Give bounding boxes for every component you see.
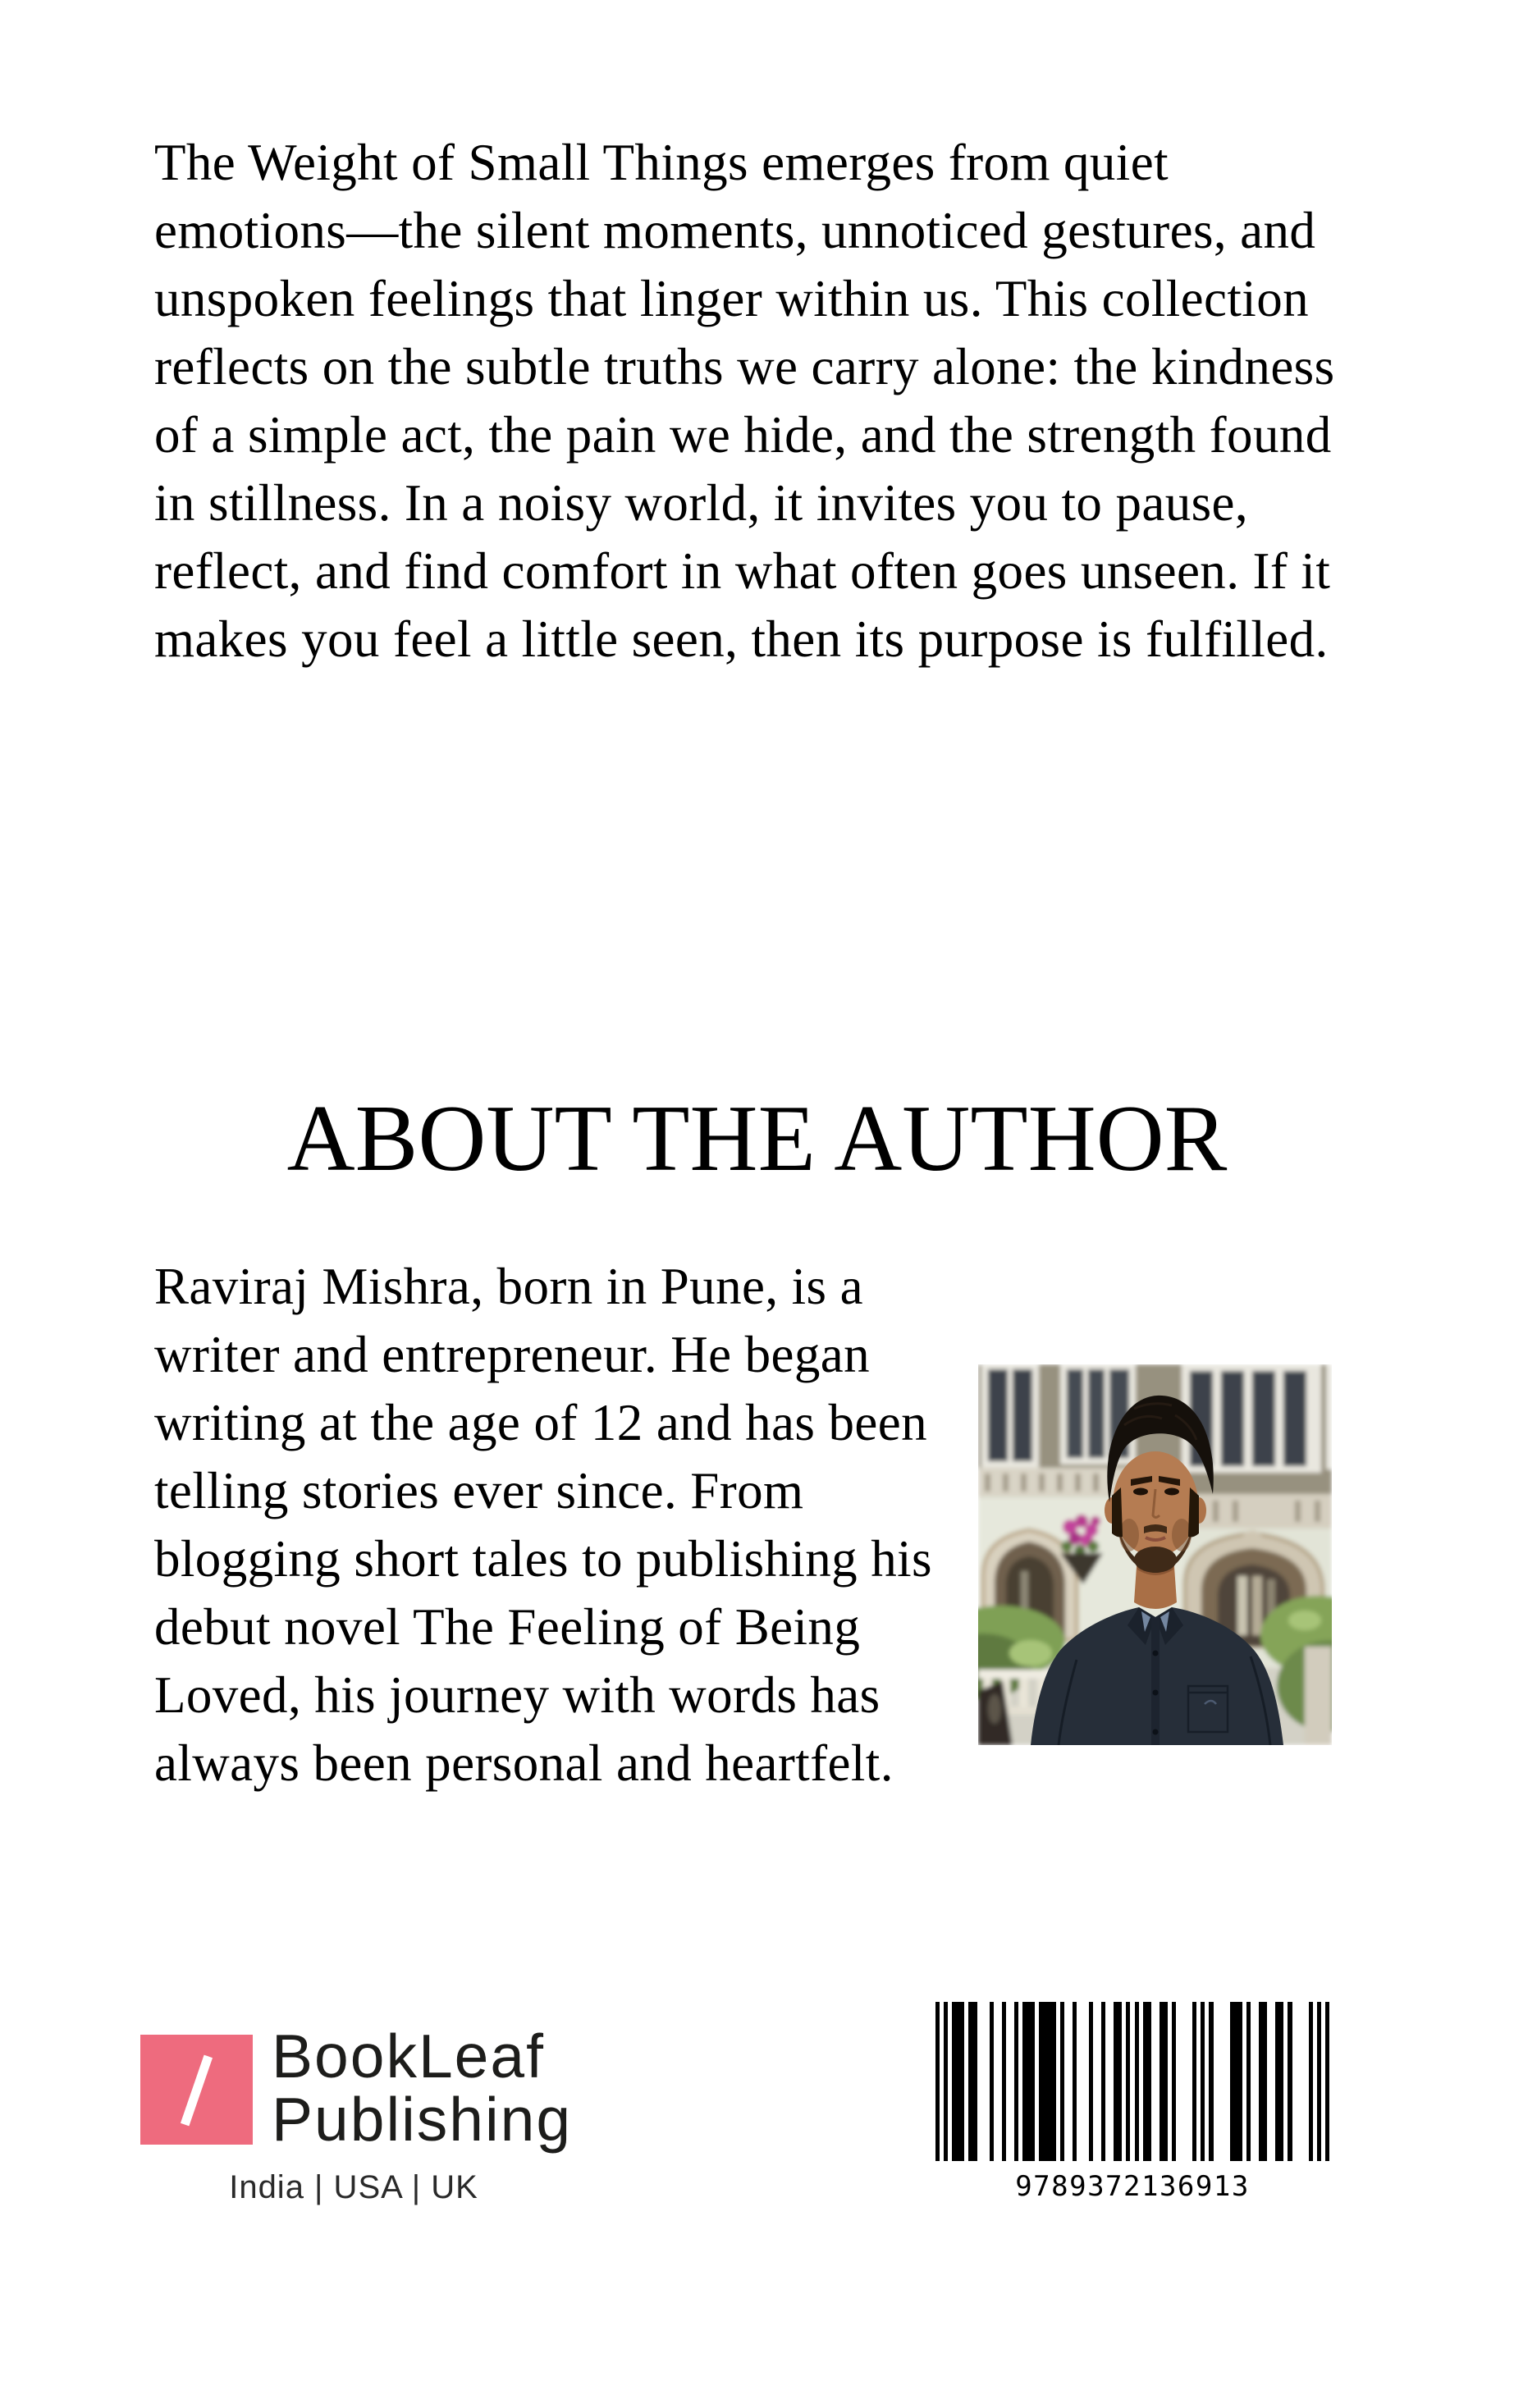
bio-line: writing at the age of 12 and has been: [154, 1394, 927, 1451]
barcode-bar: [990, 2002, 994, 2161]
isbn-barcode: [935, 2002, 1329, 2211]
bio-line: telling stories ever since. From: [154, 1462, 804, 1519]
bio-line: debut novel The Feeling of Being: [154, 1598, 861, 1656]
barcode-bar: [1135, 2002, 1139, 2161]
barcode-bar: [1325, 2002, 1329, 2161]
barcode-bar: [1275, 2002, 1283, 2161]
barcode-bar: [1101, 2002, 1105, 2161]
barcode-bar: [1172, 2002, 1176, 2161]
synopsis-line: of a simple act, the pain we hide, and the strength found: [154, 406, 1332, 464]
synopsis-line: reflects on the subtle truths we carry alone: the kindness: [154, 338, 1335, 395]
barcode-bars: [935, 2002, 1329, 2161]
author-photo: [978, 1364, 1332, 1745]
barcode-bar: [968, 2002, 977, 2161]
bio-line: Loved, his journey with words has: [154, 1666, 880, 1724]
barcode-bar: [1201, 2002, 1205, 2161]
bio-line: always been personal and heartfelt.: [154, 1734, 894, 1792]
barcode-bar: [935, 2002, 940, 2161]
barcode-bar: [1209, 2002, 1213, 2161]
publisher-regions: India | USA | UK: [229, 2169, 478, 2205]
barcode-bar: [1246, 2002, 1251, 2161]
publisher-name: [272, 2022, 573, 2154]
synopsis-paragraph: [154, 129, 1335, 674]
barcode-bar: [1126, 2002, 1130, 2161]
barcode-bar: [1309, 2002, 1313, 2161]
bio-line: Raviraj Mishra, born in Pune, is a: [154, 1258, 863, 1315]
barcode-bar: [1114, 2002, 1122, 2161]
synopsis-line: unspoken feelings that linger within us. This collection: [154, 270, 1310, 327]
synopsis-line: makes you feel a little seen, then its purpose is fulfilled.: [154, 610, 1329, 668]
barcode-bar: [1060, 2002, 1064, 2161]
bio-line: blogging short tales to publishing his: [154, 1530, 932, 1588]
synopsis-line: emotions—the silent moments, unnoticed gestures, and: [154, 202, 1316, 259]
barcode-bar: [952, 2002, 964, 2161]
barcode-bar: [1089, 2002, 1093, 2161]
barcode-bar: [1259, 2002, 1267, 2161]
synopsis-line: reflect, and find comfort in what often goes unseen. If it: [154, 542, 1331, 600]
publisher-logo-mark: [140, 2035, 253, 2145]
about-the-author-heading: ABOUT THE AUTHOR: [286, 1086, 1228, 1190]
barcode-bar: [1014, 2002, 1018, 2161]
barcode-bar: [944, 2002, 948, 2161]
synopsis-line: in stillness. In a noisy world, it invites you to pause,: [154, 474, 1249, 532]
publisher-name-line1: BookLeaf: [272, 2022, 545, 2090]
author-photo-illustration: [978, 1364, 1332, 1745]
barcode-bar: [1288, 2002, 1292, 2161]
synopsis-line: The Weight of Small Things emerges from quiet: [154, 134, 1169, 191]
barcode-bar: [1317, 2002, 1321, 2161]
barcode-bar: [1160, 2002, 1168, 2161]
barcode-bar: [1039, 2002, 1055, 2161]
barcode-bar: [1002, 2002, 1006, 2161]
barcode-digits: 9789372136913: [1015, 2170, 1250, 2203]
barcode-bar: [1230, 2002, 1242, 2161]
bio-line: writer and entrepreneur. He began: [154, 1326, 871, 1383]
barcode-bar: [1022, 2002, 1035, 2161]
barcode-bar: [1192, 2002, 1196, 2161]
publisher-name-line2: Publishing: [272, 2085, 573, 2154]
barcode-bar: [1073, 2002, 1077, 2161]
barcode-bar: [1143, 2002, 1151, 2161]
slash-icon: [181, 2055, 213, 2127]
author-bio: [154, 1253, 932, 1798]
